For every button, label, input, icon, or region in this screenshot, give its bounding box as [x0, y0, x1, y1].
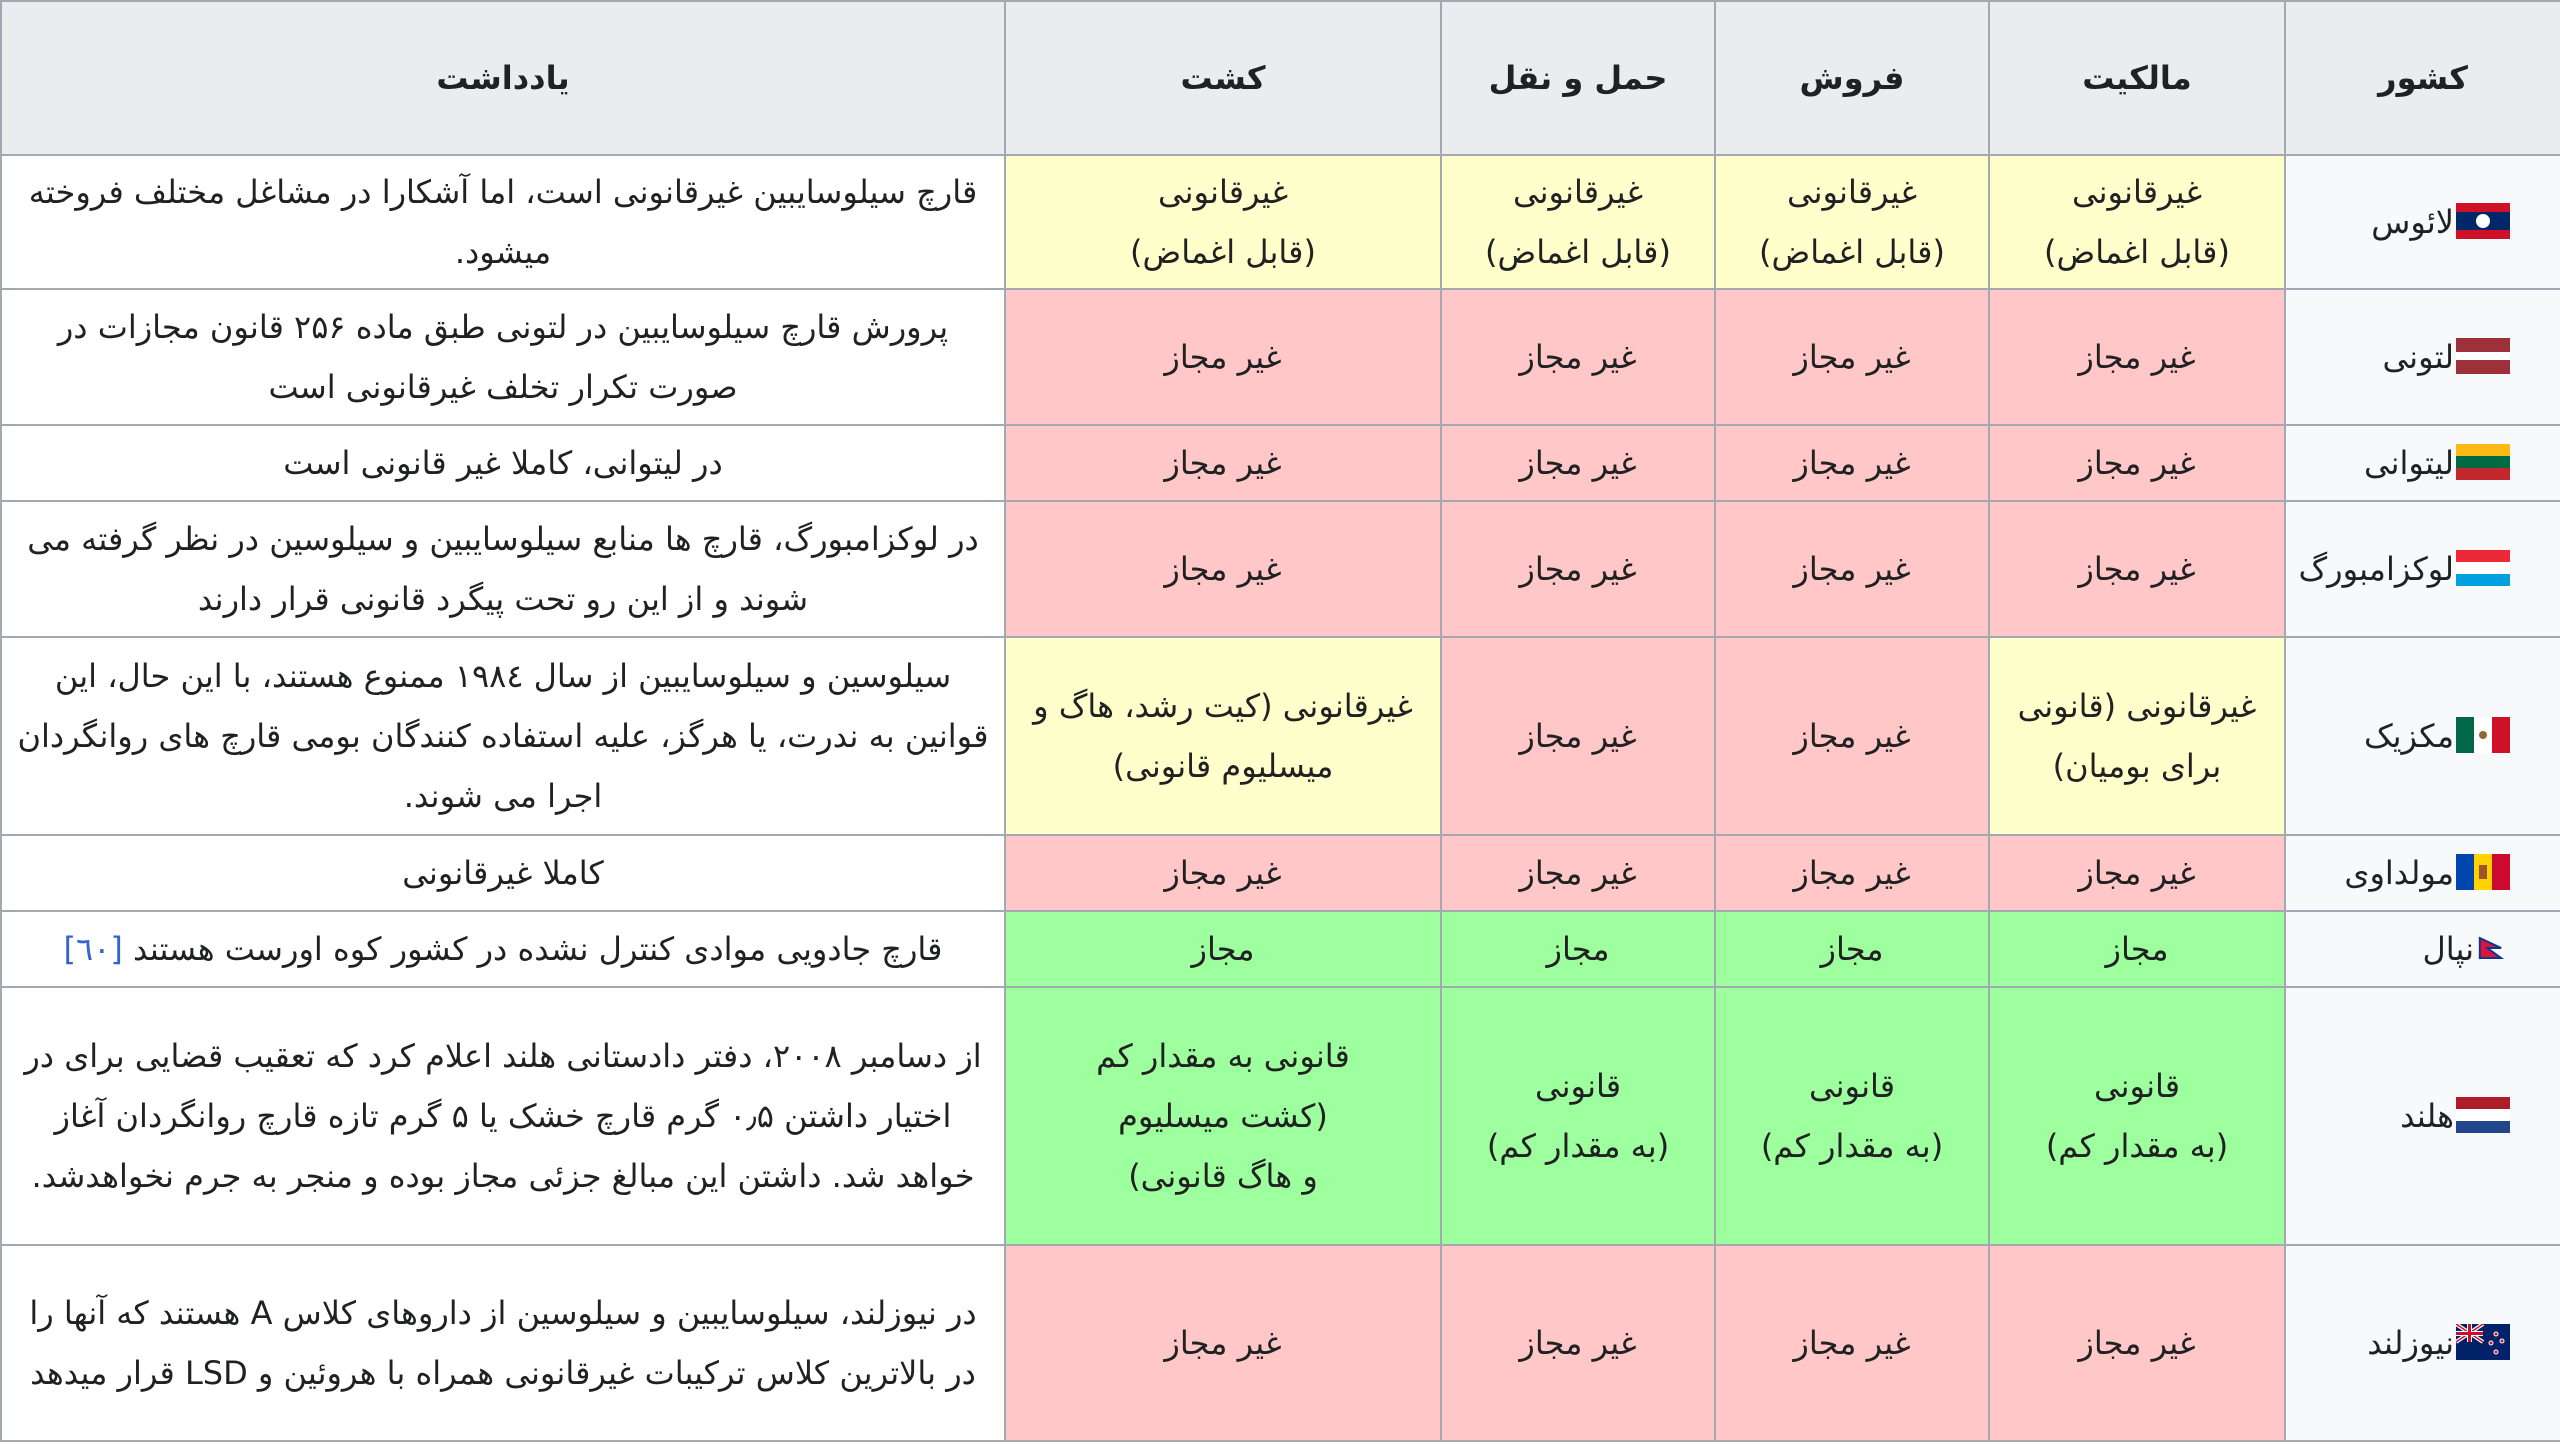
note-cell: قارچ سیلوسایبین غیرقانونی است، اما آشکارا در مشاغل مختلف فروخته میشود. [1, 155, 1005, 289]
luxembourg-flag-icon [2456, 550, 2510, 586]
possession-cell: مجاز [1989, 911, 2285, 987]
possession-cell: غیر مجاز [1989, 501, 2285, 637]
possession-cell: غیرقانونی (قانونی برای بومیان) [1989, 637, 2285, 835]
note-cell: در لیتوانی، کاملا غیر قانونی است [1, 425, 1005, 501]
cultivation-cell: غیر مجاز [1005, 1245, 1441, 1441]
country-cell [2285, 425, 2560, 501]
table-row [1, 289, 2560, 425]
column-header-notes[interactable]: یادداشت [1, 1, 1005, 155]
table-row [1, 1245, 2560, 1441]
cultivation-cell: غیر مجاز [1005, 501, 1441, 637]
possession-cell: قانونی (به مقدار کم) [1989, 987, 2285, 1245]
new-zealand-flag-icon [2456, 1324, 2510, 1360]
cultivation-cell: مجاز [1005, 911, 1441, 987]
cultivation-cell: غیرقانونی (قابل اغماض) [1005, 155, 1441, 289]
transport-cell: غیر مجاز [1441, 425, 1715, 501]
table-row [1, 911, 2560, 987]
cultivation-cell: غیر مجاز [1005, 289, 1441, 425]
country-cell [2285, 637, 2560, 835]
possession-cell: غیر مجاز [1989, 1245, 2285, 1441]
possession-cell: غیر مجاز [1989, 425, 2285, 501]
country-cell [2285, 911, 2560, 987]
cultivation-cell: قانونی به مقدار کم (کشت میسلیوم و هاگ قانونی) [1005, 987, 1441, 1245]
transport-cell: غیرقانونی (قابل اغماض) [1441, 155, 1715, 289]
note-cell: در نیوزلند، سیلوسایبین و سیلوسین از داروهای کلاس A هستند که آنها را در بالاترین کلاس ترکیبات غیرقانونی همراه با هروئین و LSD قرار میدهد [1, 1245, 1005, 1441]
transport-cell: قانونی (به مقدار کم) [1441, 987, 1715, 1245]
country-cell [2285, 987, 2560, 1245]
header-row [1, 1, 2560, 155]
cultivation-cell: غیر مجاز [1005, 835, 1441, 911]
transport-cell: مجاز [1441, 911, 1715, 987]
nepal-flag-icon [2476, 930, 2510, 966]
note-cell: سیلوسین و سیلوسایبین از سال ۱۹۸٤ ممنوع هستند، با این حال، این قوانین به ندرت، یا هرگز، علیه استفاده کنندگان بومی قارچ های روانگردان اجرا می شوند. [1, 637, 1005, 835]
country-link[interactable]: مکزیک [2363, 717, 2454, 755]
netherlands-flag-icon [2456, 1097, 2510, 1133]
possession-cell: غیرقانونی (قابل اغماض) [1989, 155, 2285, 289]
note-cell: قارچ جادویی موادی کنترل نشده در کشور کوه اورست هستند [٦٠] [1, 911, 1005, 987]
country-cell [2285, 289, 2560, 425]
possession-cell: غیر مجاز [1989, 835, 2285, 911]
sale-cell: غیر مجاز [1715, 1245, 1989, 1441]
country-link[interactable]: مولداوی [2344, 854, 2454, 892]
country-link[interactable]: لائوس [2371, 203, 2454, 241]
table-row [1, 987, 2560, 1245]
country-cell [2285, 835, 2560, 911]
mexico-flag-icon [2456, 717, 2510, 753]
table-row [1, 637, 2560, 835]
laos-flag-icon [2456, 203, 2510, 239]
country-cell [2285, 155, 2560, 289]
note-cell: از دسامبر ۲۰۰۸، دفتر دادستانی هلند اعلام کرد که تعقیب قضایی برای در اختیار داشتن ۰٫۵ گرم قارچ خشک یا ۵ گرم تازه قارچ روانگردان آغاز خواهد شد. داشتن این مبالغ جزئی مجاز بوده و منجر به جرم نخواهدشد. [1, 987, 1005, 1245]
sale-cell: غیر مجاز [1715, 425, 1989, 501]
latvia-flag-icon [2456, 338, 2510, 374]
country-link[interactable]: لیتوانی [2363, 444, 2454, 482]
lithuania-flag-icon [2456, 444, 2510, 480]
country-link[interactable]: لتونی [2382, 338, 2454, 376]
sale-cell: غیرقانونی (قابل اغماض) [1715, 155, 1989, 289]
column-header-cultivation[interactable]: کشت [1005, 1, 1441, 155]
cultivation-cell: غیر مجاز [1005, 425, 1441, 501]
country-link[interactable]: لوکزامبورگ [2298, 550, 2454, 588]
possession-cell: غیر مجاز [1989, 289, 2285, 425]
sale-cell: مجاز [1715, 911, 1989, 987]
country-cell [2285, 1245, 2560, 1441]
transport-cell: غیر مجاز [1441, 501, 1715, 637]
table-row [1, 835, 2560, 911]
table-row [1, 425, 2560, 501]
sale-cell: قانونی (به مقدار کم) [1715, 987, 1989, 1245]
country-link[interactable]: نپال [2422, 930, 2474, 968]
country-link[interactable]: نیوزلند [2367, 1324, 2454, 1362]
transport-cell: غیر مجاز [1441, 835, 1715, 911]
note-cell: پرورش قارچ سیلوسایبین در لتونی طبق ماده ۲۵۶ قانون مجازات در صورت تکرار تخلف غیرقانونی است [1, 289, 1005, 425]
sale-cell: غیر مجاز [1715, 289, 1989, 425]
table-row [1, 501, 2560, 637]
column-header-possession[interactable]: مالکیت [1989, 1, 2285, 155]
cultivation-cell: غیرقانونی (کیت رشد، هاگ و میسلیوم قانونی) [1005, 637, 1441, 835]
note-cell: در لوکزامبورگ، قارچ ها منابع سیلوسایبین و سیلوسین در نظر گرفته می شوند و از این رو تحت پیگرد قانونی قرار دارند [1, 501, 1005, 637]
transport-cell: غیر مجاز [1441, 289, 1715, 425]
column-header-country[interactable]: کشور [2285, 1, 2560, 155]
note-cell: کاملا غیرقانونی [1, 835, 1005, 911]
sale-cell: غیر مجاز [1715, 637, 1989, 835]
moldova-flag-icon [2456, 854, 2510, 890]
table-row [1, 155, 2560, 289]
reference-link[interactable]: [٦٠] [63, 930, 123, 968]
sale-cell: غیر مجاز [1715, 501, 1989, 637]
country-cell [2285, 501, 2560, 637]
transport-cell: غیر مجاز [1441, 637, 1715, 835]
column-header-transport[interactable]: حمل و نقل [1441, 1, 1715, 155]
sale-cell: غیر مجاز [1715, 835, 1989, 911]
column-header-sale[interactable]: فروش [1715, 1, 1989, 155]
country-link[interactable]: هلند [2400, 1097, 2454, 1135]
transport-cell: غیر مجاز [1441, 1245, 1715, 1441]
